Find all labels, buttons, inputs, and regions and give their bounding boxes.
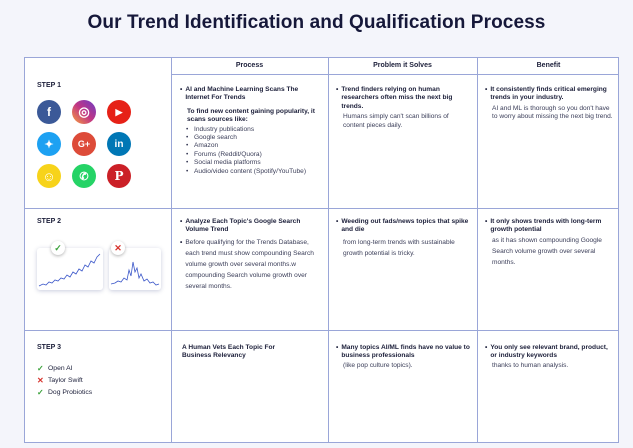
- step-1-problem-cell: • Trend finders relying on human researchers often miss the next big trends. Humans simply can't scan billions of content pieces daily.: [336, 86, 472, 130]
- step-1-sources-list: [180, 126, 322, 176]
- steady-growth-line: [37, 248, 103, 290]
- step-1-process-heading: AI and Machine Learning Scans The Internet For Trends: [185, 86, 299, 102]
- check-icon: ✓: [37, 388, 44, 397]
- facebook-icon: f: [37, 100, 61, 124]
- step-3-benefit-heading: You only see relevant brand, product, or industry keywords: [490, 344, 608, 360]
- step-2-process-body: Before qualifying for the Trends Database, each trend must show compounding Search volume growth over several months.w compounding Search volume growth over several months.: [185, 238, 314, 290]
- whatsapp-icon: ✆: [72, 164, 96, 188]
- check-badge-icon: ✓: [51, 241, 65, 255]
- step-2-problem-heading: Weeding out fads/news topics that spike and die: [341, 218, 469, 234]
- step-3-problem-heading: Many topics AI/ML finds have no value to business professionals: [341, 344, 470, 360]
- column-header-benefit: Benefit: [536, 62, 561, 69]
- step-3-process-cell: [182, 344, 282, 361]
- list-item: ✕ Taylor Swift: [37, 376, 83, 385]
- step-2-label: STEP 2: [37, 218, 61, 225]
- twitter-icon: ✦: [37, 132, 61, 156]
- list-item: • Forums (Reddit/Quora): [194, 151, 322, 159]
- step-1-benefit-heading: It consistently finds critical emerging trends in your industry.: [490, 86, 607, 102]
- step-3-problem-body: (like pop culture topics).: [343, 361, 413, 369]
- step-1-benefit-body: AI and ML is thorough so you don't have to worry about missing the next big trend.: [492, 104, 613, 121]
- linkedin-icon: in: [107, 132, 131, 156]
- pinterest-icon: P: [107, 164, 131, 188]
- process-table: [24, 57, 619, 443]
- step-3-benefit-cell: • You only see relevant brand, product, or industry keywords thanks to human analysis.: [485, 344, 615, 370]
- step-1-problem-heading: Trend finders relying on human researchers often miss the next big trends.: [341, 86, 453, 110]
- step-3-benefit-body: thanks to human analysis.: [492, 361, 569, 369]
- step-2-problem-cell: • Weeding out fads/news topics that spike and die from long-term trends with sustainable growth potential is tricky.: [336, 218, 472, 259]
- page-title: Our Trend Identification and Qualification Process: [87, 12, 546, 33]
- x-icon: ✕: [37, 376, 44, 385]
- column-header-problem: Problem it Solves: [373, 62, 432, 69]
- step-2-benefit-heading: It only shows trends with long-term growth potential: [490, 218, 602, 234]
- check-icon: ✓: [37, 364, 44, 373]
- step-2-process-heading: Analyze Each Topic's Google Search Volume Trend: [185, 218, 301, 234]
- topic-check-list: [37, 364, 92, 400]
- steady-growth-chart: [37, 248, 103, 290]
- social-icons-grid: [37, 100, 131, 188]
- instagram-icon: ◎: [72, 100, 96, 124]
- step-2-benefit-cell: • It only shows trends with long-term growth potential as it has shown compounding Google Search volume growth over several months.: [485, 218, 613, 268]
- step-3-process-heading: A Human Vets Each Topic For Business Relevancy: [182, 344, 276, 360]
- list-item: • Audio/video content (Spotify/YouTube): [194, 168, 322, 176]
- step-3-label: STEP 3: [37, 344, 61, 351]
- x-badge-icon: ✕: [111, 241, 125, 255]
- google-plus-icon: G+: [72, 132, 96, 156]
- list-item: ✓ Dog Probiotics: [37, 388, 93, 397]
- list-item: • Social media platforms: [194, 159, 322, 167]
- column-header-process: Process: [235, 62, 264, 69]
- youtube-icon: ▶: [107, 100, 131, 124]
- step-1-benefit-cell: • It consistently finds critical emerging trends in your industry. AI and ML is thorough so you don't have to worry about missing the next big trend.: [485, 86, 613, 121]
- step-1-label: STEP 1: [37, 82, 61, 89]
- step-2-process-cell: • Analyze Each Topic's Google Search Volume Trend • Before qualifying for the Trends Database, each trend must show compounding Search volume growth over several months.w compounding Search volume growth over several months.: [180, 218, 322, 292]
- step-1-process-cell: • AI and Machine Learning Scans The Internet For Trends To find new content gaining popularity, it scans sources like: • Industry publications • Google search • Amazon • Forums (Reddit/Quora) • Social media platforms • Audio/video content (Spotify/YouTube): [180, 86, 322, 176]
- list-item: • Industry publications: [194, 126, 322, 134]
- snapchat-icon: ☺: [37, 164, 61, 188]
- step-1-problem-body: Humans simply can't scan billions of content pieces daily.: [343, 113, 449, 129]
- list-item: • Amazon: [194, 142, 322, 150]
- step-2-benefit-body: as it has shown compounding Google Search volume growth over several months.: [492, 236, 602, 266]
- step-3-problem-cell: • Many topics AI/ML finds have no value to business professionals (like pop culture topics).: [336, 344, 472, 370]
- step-1-process-subheading: To find new content gaining popularity, it scans sources like:: [187, 107, 315, 124]
- step-2-problem-body: from long-term trends with sustainable growth potential is tricky.: [343, 238, 455, 257]
- list-item: • Google search: [194, 134, 322, 142]
- list-item: ✓ Open AI: [37, 364, 73, 373]
